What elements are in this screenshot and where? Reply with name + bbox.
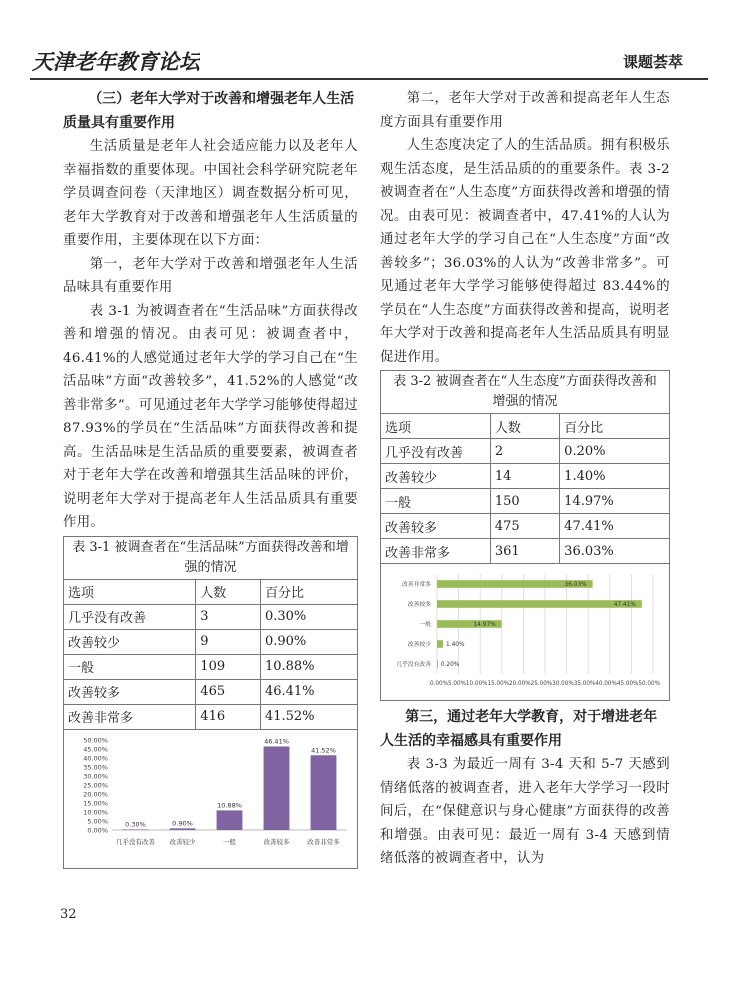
table-header-cell: 人数: [196, 579, 261, 604]
table-row: [64, 604, 358, 629]
table-cell: 475: [490, 514, 559, 539]
table-cell: 465: [196, 679, 261, 704]
paragraph: 生活质量是老年人社会适应能力以及老年人幸福指数的重要体现。中国社会科学研究院老年学员调查问卷（天津地区）调查数据分析可见，老年大学教育对于改善和增强老年人生活质量的重要作用，主要体现在以下方面：: [63, 139, 358, 248]
chart-3-1-container: [63, 730, 358, 869]
table-cell: 9: [196, 629, 261, 654]
y-tick-label: 5.00%: [87, 817, 108, 825]
y-tick-label: 改善较少: [407, 642, 431, 649]
y-tick-label: 改善非常多: [402, 582, 431, 589]
table-cell: 改善较多: [381, 514, 491, 539]
table-cell: 几乎没有改善: [381, 439, 491, 464]
table-row: [381, 439, 670, 464]
paragraph: 表 3-1 为被调查者在“生活品味”方面获得改善和增强的情况。由表可见：被调查者中，46.41%的人感觉通过老年大学的学习自己在“生活品味”方面“改善较多”，41.52%的人感觉“改善非常多”。可见通过老年大学学习能够使得超过 87.93%的学员在“生活品味”方面获得改善和提高。生活品味是生活品质的重要要素，被调查者对于老年大学在改善和增强其生活品味的评价，说明老年大学对于提高老年人生活品质具有重要作用。: [63, 303, 358, 530]
data-label: 0.20%: [440, 662, 460, 669]
table-row: [64, 704, 358, 729]
x-tick-label: 改善非常多: [307, 837, 340, 846]
table-cell: 改善较少: [64, 629, 196, 654]
right-column: [380, 87, 670, 871]
paragraph: 第二，老年大学对于改善和提高老年人生态度方面具有重要作用: [380, 91, 670, 130]
table-cell: 0.20%: [560, 439, 670, 464]
journal-logo-text: 天津老年教育论坛: [32, 49, 200, 74]
page-number: 32: [60, 907, 77, 922]
bar: [170, 828, 196, 830]
data-label: 1.40%: [446, 642, 465, 649]
journal-logo: [30, 46, 200, 76]
data-label: 46.41%: [264, 736, 289, 745]
table-cell: 几乎没有改善: [64, 604, 196, 629]
table-cell: 416: [196, 704, 261, 729]
table-cell: 改善较少: [381, 464, 491, 489]
table-3-2: [380, 370, 670, 564]
x-tick-labels: 0.00%5.00%10.00%15.00%20.00%25.00%30.00%35.00%40.00%45.00%50.00%: [430, 681, 661, 687]
chart-3-1: [64, 734, 357, 860]
y-tick-label: 20.00%: [83, 790, 108, 798]
y-tick-label: 50.00%: [83, 736, 108, 744]
y-tick-label: 25.00%: [83, 781, 108, 789]
table-cell: 3: [196, 604, 261, 629]
table-header-row: [64, 579, 358, 604]
table-cell: 109: [196, 654, 261, 679]
section-tag: 课题荟萃: [622, 53, 683, 71]
table-header-cell: 百分比: [260, 579, 357, 604]
table-caption: 表 3-2 被调查者在“人生态度”方面获得改善和增强的情况: [381, 371, 670, 414]
y-tick-label: 15.00%: [83, 799, 108, 807]
table-cell: 0.90%: [260, 629, 357, 654]
y-tick-label: 30.00%: [83, 772, 108, 780]
chart-3-2-container: [380, 564, 670, 701]
table-header-cell: 人数: [490, 414, 559, 439]
y-tick-label: 几乎没有改善: [396, 662, 431, 669]
table-row: [64, 629, 358, 654]
bar: [264, 746, 290, 830]
header-divider: [30, 78, 708, 80]
y-tick-label: 10.00%: [83, 808, 108, 816]
table-cell: 一般: [381, 489, 491, 514]
y-tick-label: 改善较多: [407, 602, 431, 609]
table-header-cell: 选项: [381, 414, 491, 439]
chart-3-2: [381, 568, 669, 694]
data-label: 41.52%: [311, 745, 336, 754]
left-column: [63, 87, 358, 869]
x-tick-label: 改善较多: [263, 837, 290, 846]
table-cell: 改善较多: [64, 679, 196, 704]
y-tick-label: 一般: [419, 622, 431, 629]
table-row: [64, 679, 358, 704]
table-cell: 0.30%: [260, 604, 357, 629]
table-cell: 47.41%: [560, 514, 670, 539]
table-header-cell: 选项: [64, 579, 196, 604]
table-header-row: [381, 414, 670, 439]
table-cell: 2: [490, 439, 559, 464]
x-tick-label: 改善较少: [169, 837, 196, 846]
section-heading: （三）老年大学对于改善和增强老年人生活质量具有重要作用: [63, 91, 355, 131]
table-cell: 41.52%: [260, 704, 357, 729]
table-row: [381, 514, 670, 539]
table-cell: 46.41%: [260, 679, 357, 704]
table-row: [381, 539, 670, 564]
table-cell: 1.40%: [560, 464, 670, 489]
data-label: 0.90%: [172, 818, 193, 827]
table-cell: 150: [490, 489, 559, 514]
data-label: 0.30%: [125, 819, 146, 828]
bar: [123, 829, 149, 830]
bar: [437, 640, 443, 648]
table-header-cell: 百分比: [560, 414, 670, 439]
y-tick-label: 35.00%: [83, 763, 108, 771]
paragraph: 表 3-3 为最近一周有 3-4 天和 5-7 天感到情绪低落的被调查者，进入老年大学学习一段时间后，在“保健意识与身心健康”方面获得的改善和增强。由表可见：最近一周有 3-4 天感到情绪低落的被调查者中，认为: [380, 757, 670, 866]
section-heading: 第三，通过老年大学教育，对于增进老年人生活的幸福感具有重要作用: [380, 709, 658, 749]
x-tick-label: 一般: [223, 837, 236, 846]
paragraph: 人生态度决定了人的生活品质。拥有积极乐观生活态度，是生活品质的的重要条件。表 3-2 被调查者在“人生态度”方面获得改善和增强的情况。由表可见：被调查者中，47.41%的人认为通过老年大学的学习自己在“人生态度”方面“改善较多”；36.03%的人认为“改善非常多”。可见通过老年大学学习能够使得超过 83.44%的学员在“人生态度”方面获得改善和提高，说明老年大学对于改善和提高老年人生活品质具有明显促进作用。: [380, 138, 670, 365]
paragraph: 第一，老年大学对于改善和增强老年人生活品味具有重要作用: [63, 256, 358, 295]
data-label: 14.97%: [473, 622, 496, 629]
data-label: 47.41%: [613, 602, 636, 609]
table-cell: 14.97%: [560, 489, 670, 514]
table-cell: 改善非常多: [381, 539, 491, 564]
table-caption: 表 3-1 被调查者在“生活品味”方面获得改善和增强的情况: [64, 536, 358, 579]
table-cell: 361: [490, 539, 559, 564]
y-tick-label: 0.00%: [87, 826, 108, 834]
table-cell: 36.03%: [560, 539, 670, 564]
bar: [311, 755, 337, 830]
y-tick-label: 45.00%: [83, 745, 108, 753]
bar: [217, 810, 243, 830]
table-row: [64, 654, 358, 679]
x-tick-label: 几乎没有改善: [116, 837, 155, 846]
table-row: [381, 464, 670, 489]
table-row: [381, 489, 670, 514]
data-label: 36.03%: [564, 582, 587, 589]
table-cell: 14: [490, 464, 559, 489]
table-3-1: [63, 536, 358, 730]
bar: [437, 600, 642, 608]
table-cell: 改善非常多: [64, 704, 196, 729]
data-label: 10.88%: [217, 800, 242, 809]
table-cell: 一般: [64, 654, 196, 679]
y-tick-label: 40.00%: [83, 754, 108, 762]
table-cell: 10.88%: [260, 654, 357, 679]
bar: [437, 660, 438, 668]
